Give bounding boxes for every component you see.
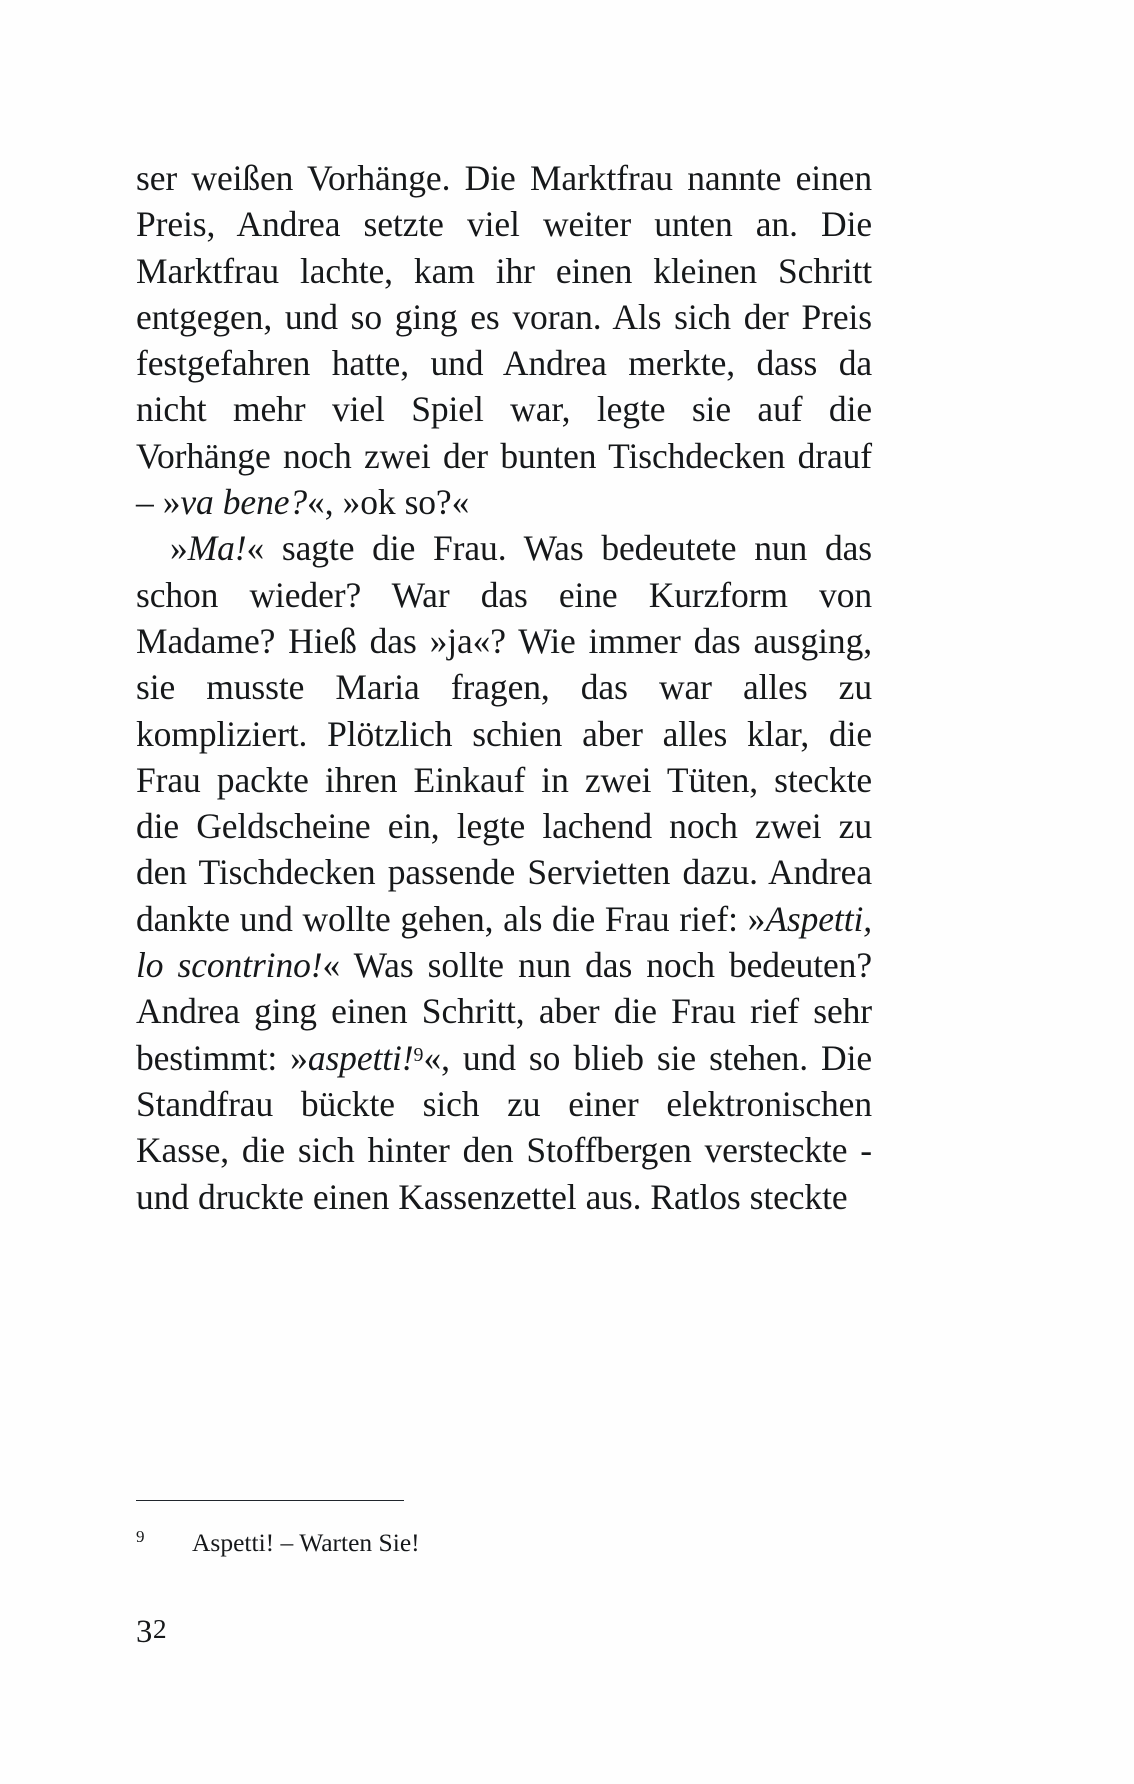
- paragraph-2-run-roman-a: « sagte die Frau. Was bedeutete nun das schon wieder? War das eine Kurzform von Madame? Hieß das »ja«? Wie immer das ausging, sie musste Maria fragen, das war alles zu kompliziert. Plötzlich schien aber alles klar, die Frau packte ihren Einkauf in zwei Tüten, steckte die Geldscheine ein, legte lachend noch zwei zu den Tischdecken passende Servietten dazu. Andrea dankte und wollte gehen, als die Frau rief: »: [136, 528, 872, 939]
- paragraph-2: [136, 525, 872, 1219]
- footnote-item: [136, 1527, 872, 1562]
- paragraph-2-run-roman-b: « Was sollte nun das noch bedeuten? Andrea ging einen Schritt, aber die Frau rief sehr bestimmt: »: [136, 945, 872, 1078]
- paragraph-2-italic-aspetti-full: Aspetti, lo scontrino!: [136, 898, 872, 986]
- paragraph-1-run-roman-a: ser weißen Vorhänge. Die Marktfrau nannte einen Preis, Andrea setzte viel weiter unten an. Die Marktfrau lachte, kam ihr einen kleinen Schritt entgegen, und so ging es voran. Als sich der Preis festgefahren hatte, und Andrea merkte, dass da nicht mehr viel Spiel war, legte sie auf die Vorhänge noch zwei der bunten Tischdecken drauf – »: [136, 158, 872, 523]
- paragraph-1-run-roman-b: «, »ok so?«: [307, 482, 470, 523]
- footnote-area: [136, 1500, 872, 1562]
- footnote-reference-marker[interactable]: 9: [413, 1043, 424, 1066]
- footnote-number: 9: [136, 1527, 145, 1546]
- paragraph-2-run-roman-c: «, und so blieb sie stehen. Die Standfrau bückte sich zu einer elektronischen Kasse, die sich hinter den Stoffbergen versteckte - und druckte einen Kassenzettel aus. Ratlos steckte: [136, 1037, 872, 1217]
- paragraph-2-italic-aspetti: aspetti!: [307, 1037, 414, 1078]
- page-number-digit-1: 3: [136, 1614, 153, 1650]
- paragraph-2-italic-ma: Ma!: [187, 528, 247, 569]
- footnote-text: Aspetti! – Warten Sie!: [192, 1528, 420, 1557]
- page-number-digit-2: 2: [152, 1613, 168, 1644]
- page-number: [136, 1612, 168, 1650]
- paragraph-1-run-italic: va bene?: [180, 482, 308, 523]
- footnote-separator-rule: [136, 1500, 404, 1501]
- paragraph-1: [136, 155, 872, 525]
- body-text-block: [136, 155, 872, 1220]
- paragraph-2-open-quote: »: [170, 528, 188, 569]
